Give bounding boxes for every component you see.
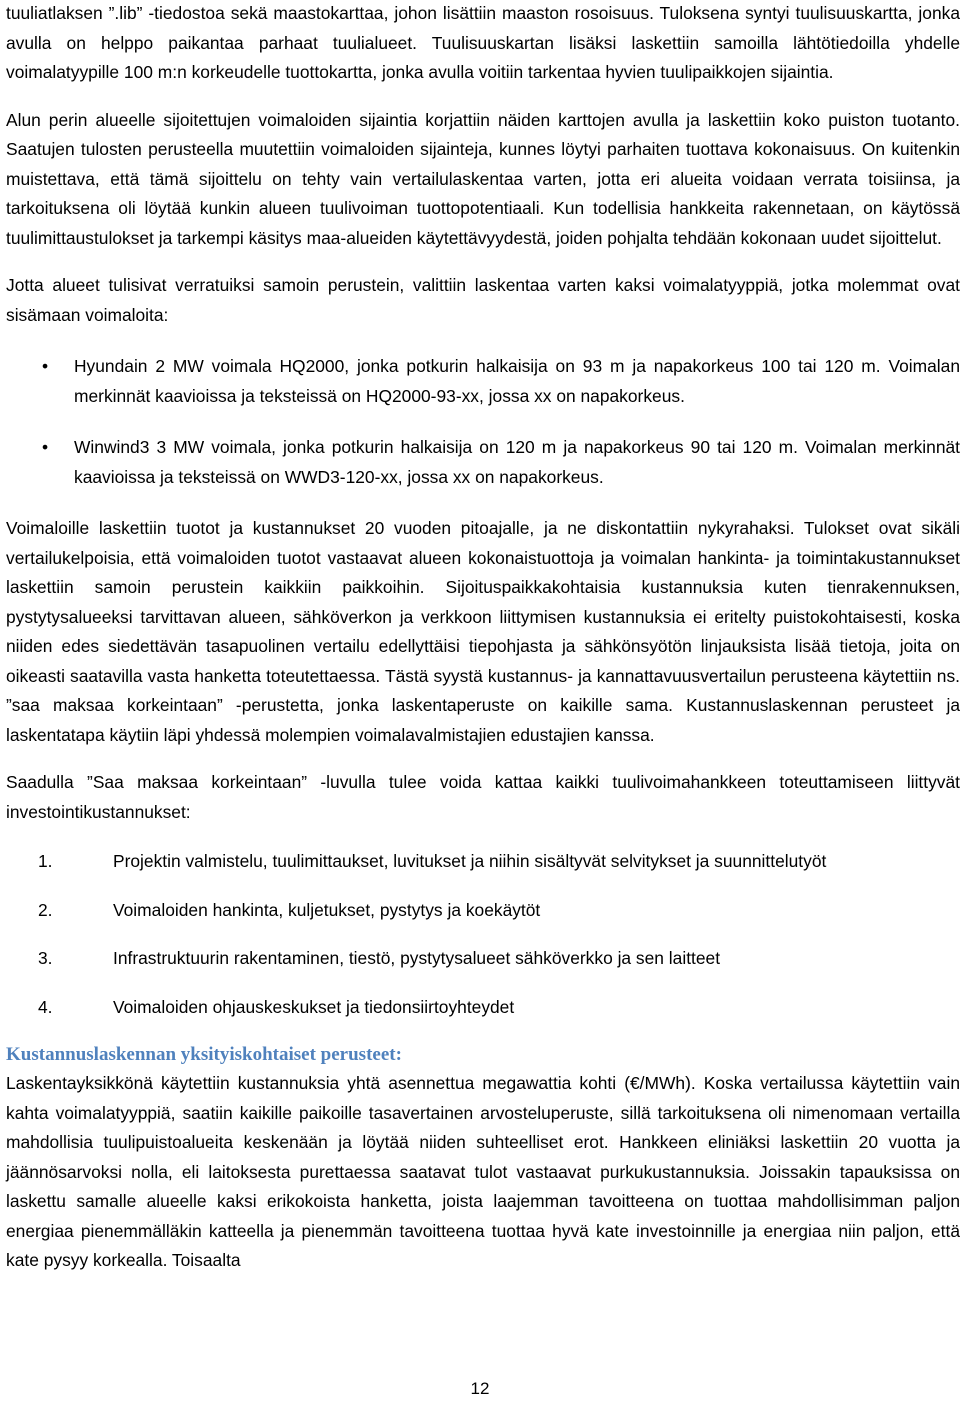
bullet-icon: • (41, 356, 49, 376)
costs-paragraph: Voimaloille laskettiin tuotot ja kustannukset 20 vuoden pitoajalle, ja ne diskontattiin nykyrahaksi. Tulokset ovat sikäli vertailukelpoisia, että voimaloiden tuotot vastaavat alueen kokonaistuottoja ja voimalan hankinta- ja toimintakustannukset laskettiin samoin perustein kaikkiin paikkoihin. Sijoituspaikkakohtaisia kustannuksia kuten tienrakennuksen, pystytysalueeksi tarvittavan alueen, sähköverkon ja verkkoon liittymisen kustannuksia ei eritelty puistokohtaisesti, koska niiden edes siedettävän tasapuolinen vertailu edellyttäisi tiepohjasta ja sähkönsyötön linjauksista lisää tietoja, joita on oikeasti saatavilla vasta hanketta toteutettaessa. Tästä syystä kustannus- ja kannattavuusvertailun perusteena käytettiin ns. ”saa maksaa korkeintaan” -perustetta, jonka laskentaperuste on kaikille sama. Kustannuslaskennan perusteet ja laskentatapa käytiin läpi yhdessä molempien voimalavalmistajien edustajien kanssa. (6, 518, 960, 745)
list-item-text: Projektin valmistelu, tuulimittaukset, luvitukset ja niihin sisältyvät selvitykset ja suunnittelutyöt (113, 851, 827, 871)
list-number: 4. (38, 996, 53, 1017)
list-number: 3. (38, 948, 53, 968)
list-item-text: Winwind3 3 MW voimala, jonka potkurin halkaisija on 120 m ja napakorkeus 90 tai 120 m. Voimalan merkinnät kaavioissa ja teksteissä on WWD3-120-xx, jossa xx on napakorkeus. (74, 437, 960, 487)
bullet-icon: • (41, 437, 49, 457)
document-page (6, 0, 960, 1276)
list-item (6, 847, 960, 877)
list-item-text: Voimaloiden ohjauskeskukset ja tiedonsiirtoyhteydet (113, 996, 515, 1017)
list-item (6, 433, 960, 492)
list-item-text: Infrastruktuurin rakentaminen, tiestö, pystytysalueet sähköverkko ja sen laitteet (113, 948, 721, 968)
section-heading: Kustannuslaskennan yksityiskohtaiset perusteet: (6, 1044, 402, 1065)
calculation-basis-paragraph: Laskentayksikkönä käytettiin kustannuksia yhtä asennettua megawattia kohti (€/MWh). Koska vertailussa käytettiin vain kahta voimalatyyppiä, saatiin kaikille paikoille tasavertainen arvosteluperuste, sillä tarkoituksena oli nimenomaan vertailla mahdollisia tuulipuistoalueita keskenään ja löytää niiden suhteelliset erot. Hankkeen eliniäksi laskettiin 20 vuotta ja jäännösarvoksi nolla, eli laitoksesta purettaessa saatavat tulot vastaavat purkukustannuksia. Joissakin tapauksissa on laskettu samalle alueelle kaksi erikokoista hanketta, joista laajemman tavoitteena on tuottaa mahdollisimman paljon energiaa pienemmälläkin katteella ja pienemmän tavoitteena tuottaa hyvä kate investoinnille ja energiaa niin paljon, että kate pysyy korkealla. Toisaalta (6, 1073, 960, 1270)
list-item-text: Voimaloiden hankinta, kuljetukset, pystytys ja koekäytöt (113, 899, 541, 920)
list-item (6, 352, 960, 411)
turbine-list (6, 352, 960, 492)
page-number: 12 (470, 1379, 490, 1398)
list-item (6, 944, 960, 974)
list-item-text: Hyundain 2 MW voimala HQ2000, jonka potkurin halkaisija on 93 m ja napakorkeus 100 tai 120 m. Voimalan merkinnät kaavioissa ja teksteissä on HQ2000-93-xx, jossa xx on napakorkeus. (74, 356, 960, 406)
investment-list (6, 847, 960, 1022)
turbine-types-paragraph: Jotta alueet tulisivat verratuiksi samoin perustein, valittiin laskentaa varten kaksi voimalatyyppiä, jotka molemmat ovat sisämaan voimaloita: (6, 275, 960, 325)
list-number: 1. (38, 851, 53, 871)
list-item (6, 896, 960, 926)
list-number: 2. (38, 899, 53, 920)
list-item (6, 993, 960, 1023)
investment-intro-paragraph: Saadulla ”Saa maksaa korkeintaan” -luvulla tulee voida kattaa kaikki tuulivoimahankkeen toteuttamiseen liittyvät investointikustannukset: (6, 772, 960, 822)
intro-paragraph: tuuliatlaksen ”.lib” -tiedostoa sekä maastokarttaa, johon lisättiin maaston rosoisuus. Tuloksena syntyi tuulisuuskartta, jonka avulla on helppo paikantaa parhaat tuulialueet. Tuulisuuskartan lisäksi laskettiin samoilla lähtötiedoilla yhdelle voimalatyypille 100 m:n korkeudelle tuottokartta, jonka avulla voitiin tarkentaa hyvien tuulipaikkojen sijaintia. (6, 3, 960, 82)
placement-paragraph: Alun perin alueelle sijoitettujen voimaloiden sijaintia korjattiin näiden karttojen avulla ja laskettiin koko puiston tuotanto. Saatujen tulosten perusteella muutettiin voimaloiden sijainteja, kunnes löytyi parhaiten tuottava kokonaisuus. On kuitenkin muistettava, että tämä sijoittelu on tehty vain vertailulaskentaa varten, jotta eri alueita voidaan verrata toisiinsa, ja tarkoituksena oli löytää kunkin alueen tuulivoiman tuottopotentiaali. Kun todellisia hankkeita rakennetaan, on käytössä tuulimittaustulokset ja tarkempi käsitys maa-alueiden käytettävyydestä, joiden pohjalta tehdään kokonaan uudet sijoittelut. (6, 109, 960, 248)
